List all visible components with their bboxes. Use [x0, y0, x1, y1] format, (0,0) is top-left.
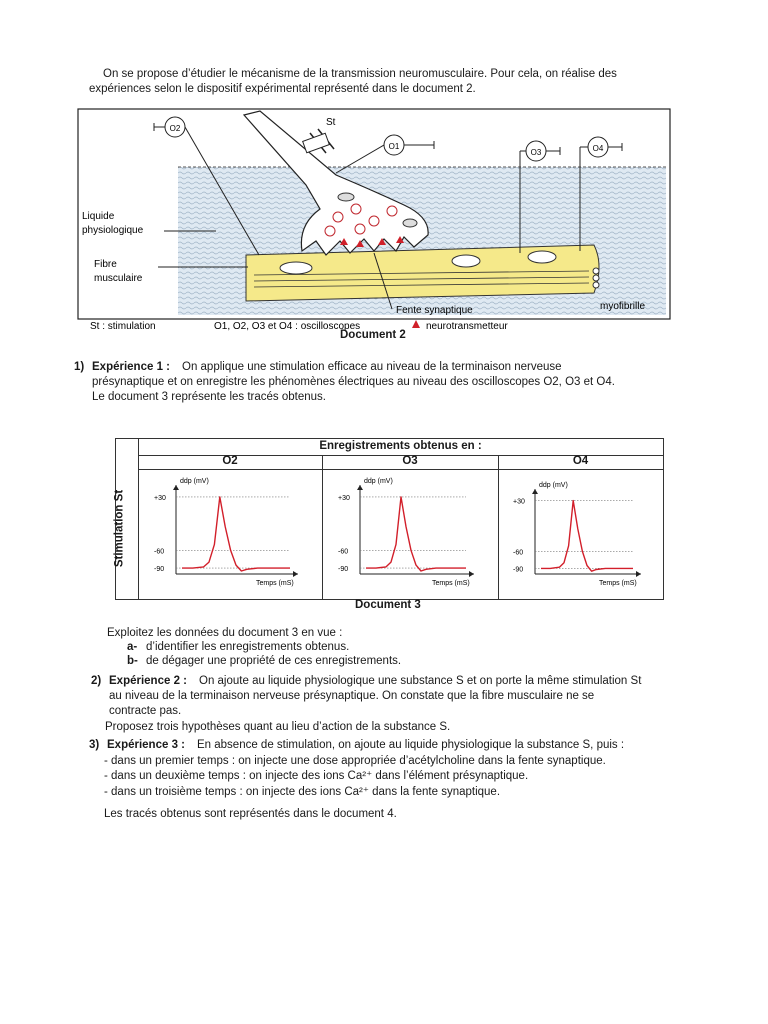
- action-potential-trace: [366, 497, 466, 571]
- label-physiologique: physiologique: [82, 225, 144, 236]
- label-o2: O2: [169, 124, 181, 133]
- nucleus: [528, 251, 556, 263]
- exploit-a-mark: a-: [127, 641, 138, 653]
- exp1-line-3: Le document 3 représente les tracés obtenus.: [92, 391, 326, 403]
- y-axis-label: ddp (mV): [180, 478, 209, 485]
- doc3-row-label: Stimulation St: [113, 489, 126, 568]
- oscillogram-o4: [501, 475, 661, 596]
- exp3-item-2: - dans un deuxième temps : on injecte des ions Ca²⁺ dans l’élément présynaptique.: [104, 770, 529, 782]
- mitochondrion: [338, 193, 354, 201]
- exp3-line-1: En absence de stimulation, on ajoute au liquide physiologique la substance S, puis :: [197, 739, 625, 751]
- x-axis-arrow: [469, 571, 474, 577]
- mitochondrion: [403, 219, 417, 227]
- y-tick-label: -60: [513, 549, 524, 557]
- oscillogram-o2: [142, 471, 318, 596]
- y-tick-label: +30: [513, 498, 525, 506]
- y-axis-arrow: [357, 485, 363, 490]
- nucleus: [452, 255, 480, 267]
- myofibril-end: [593, 268, 599, 288]
- legend-neurotransmetteur: neurotransmetteur: [426, 321, 508, 332]
- osc-title-o4: O4: [572, 455, 589, 467]
- label-st: St: [326, 117, 336, 128]
- label-myofibrille: myofibrille: [600, 301, 646, 312]
- osc-title-o3: O3: [402, 455, 418, 467]
- document-2-diagram: [74, 105, 674, 343]
- label-musculaire: musculaire: [94, 273, 143, 284]
- osc-title-o2: O2: [222, 455, 238, 467]
- document-3-table: [115, 438, 664, 600]
- y-tick-label: -60: [338, 548, 349, 556]
- exploit-a-text: d’identifier les enregistrements obtenus.: [146, 641, 350, 653]
- exp2-number: 2): [91, 675, 102, 687]
- y-axis-label: ddp (mV): [364, 478, 393, 485]
- neurotransmitter-legend-icon: [412, 320, 420, 328]
- exploit-b-mark: b-: [127, 655, 138, 667]
- exp3-title: Expérience 3 :: [107, 739, 185, 751]
- exp2-line-1: On ajoute au liquide physiologique une substance S et on porte la même stimulation St: [199, 675, 642, 687]
- action-potential-trace: [541, 501, 633, 572]
- y-tick-label: -60: [154, 548, 165, 556]
- y-axis-label: ddp (mV): [539, 482, 568, 489]
- y-tick-label: +30: [154, 494, 166, 502]
- label-fente-synaptique: Fente synaptique: [396, 305, 473, 316]
- exp2-line-4: Proposez trois hypothèses quant au lieu d’action de la substance S.: [105, 721, 451, 733]
- exp3-item-3: - dans un troisième temps : on injecte des ions Ca²⁺ dans la fente synaptique.: [104, 786, 501, 798]
- label-o3: O3: [530, 148, 542, 157]
- legend-stimulation: St : stimulation: [90, 321, 156, 332]
- y-tick-label: +30: [338, 494, 350, 502]
- document-3-caption: Document 3: [355, 599, 421, 611]
- x-axis-arrow: [293, 571, 298, 577]
- document-2-caption: Document 2: [340, 329, 406, 341]
- x-axis-arrow: [636, 571, 641, 577]
- x-axis-label: Temps (mS): [599, 580, 637, 587]
- x-axis-label: Temps (mS): [256, 580, 294, 587]
- exp2-line-3: contracte pas.: [109, 705, 182, 717]
- exp1-number: 1): [74, 361, 85, 373]
- action-potential-trace: [182, 497, 290, 571]
- label-fibre: Fibre: [94, 259, 117, 270]
- exp1-line-1: On applique une stimulation efficace au niveau de la terminaison nerveuse: [182, 361, 562, 373]
- nucleus: [280, 262, 312, 274]
- label-liquide: Liquide: [82, 211, 115, 222]
- exp3-closing: Les tracés obtenus sont représentés dans le document 4.: [104, 808, 397, 820]
- y-tick-label: -90: [513, 566, 524, 574]
- exp1-line-2: présynaptique et on enregistre les phénomènes électriques au niveau des oscilloscopes O2, O3 et O4.: [92, 376, 615, 388]
- y-tick-label: -90: [338, 566, 349, 574]
- y-axis-arrow: [173, 485, 179, 490]
- y-axis-arrow: [532, 489, 538, 494]
- exp2-title: Expérience 2 :: [109, 675, 187, 687]
- exp1-title: Expérience 1 :: [92, 361, 170, 373]
- x-axis-label: Temps (mS): [432, 580, 470, 587]
- doc3-header: Enregistrements obtenus en :: [138, 439, 663, 456]
- oscillogram-o3: [326, 471, 494, 596]
- intro-line-2: expériences selon le dispositif expérimental représenté dans le document 2.: [89, 83, 476, 95]
- intro-line-1: On se propose d’étudier le mécanisme de la transmission neuromusculaire. Pour cela, on réalise des: [103, 68, 617, 80]
- exp3-item-1: - dans un premier temps : on injecte une dose appropriée d’acétylcholine dans la fente synaptique.: [104, 755, 606, 767]
- legend-oscilloscopes: O1, O2, O3 et O4 : oscilloscopes: [214, 321, 361, 332]
- exploit-b-text: de dégager une propriété de ces enregistrements.: [146, 655, 402, 667]
- exp2-line-2: au niveau de la terminaison nerveuse présynaptique. On constate que la fibre musculaire ne se: [109, 690, 595, 702]
- y-tick-label: -90: [154, 566, 165, 574]
- exploit-intro: Exploitez les données du document 3 en vue :: [107, 627, 343, 639]
- label-o1: O1: [388, 142, 400, 151]
- exp3-number: 3): [89, 739, 100, 751]
- label-o4: O4: [592, 144, 604, 153]
